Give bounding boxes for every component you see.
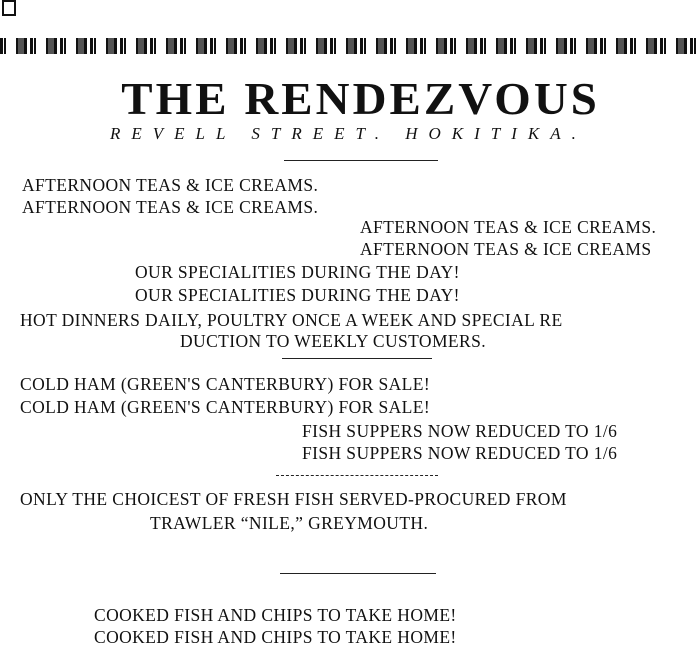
ad-line: OUR SPECIALITIES DURING THE DAY! [135, 262, 460, 282]
divider-rule [280, 573, 436, 574]
ad-line: AFTERNOON TEAS & ICE CREAMS. [360, 217, 657, 237]
ad-line: DUCTION TO WEEKLY CUSTOMERS. [180, 331, 486, 351]
ad-line: COOKED FISH AND CHIPS TO TAKE HOME! [94, 605, 457, 625]
ad-line: COLD HAM (GREEN'S CANTERBURY) FOR SALE! [20, 397, 431, 417]
ad-line: AFTERNOON TEAS & ICE CREAMS. [22, 175, 319, 195]
decorative-border [0, 38, 700, 54]
ad-line: COLD HAM (GREEN'S CANTERBURY) FOR SALE! [20, 374, 431, 394]
ad-line: COOKED FISH AND CHIPS TO TAKE HOME! [94, 627, 457, 647]
ad-line: OUR SPECIALITIES DURING THE DAY! [135, 285, 460, 305]
ad-line: TRAWLER “NILE,” GREYMOUTH. [150, 513, 429, 533]
ad-line: FISH SUPPERS NOW REDUCED TO 1/6 [302, 421, 618, 441]
divider-rule [284, 160, 438, 161]
divider-rule [276, 475, 438, 476]
page-title: THE RENDEZVOUS [121, 73, 600, 124]
ad-line: HOT DINNERS DAILY, POULTRY ONCE A WEEK AND SPECIAL RE [20, 310, 563, 330]
ad-line: ONLY THE CHOICEST OF FRESH FISH SERVED-PROCURED FROM [20, 489, 567, 509]
ad-line: AFTERNOON TEAS & ICE CREAMS [360, 239, 652, 259]
divider-rule [282, 358, 432, 359]
ad-line: AFTERNOON TEAS & ICE CREAMS. [22, 197, 319, 217]
address-subtitle: REVELL STREET. HOKITIKA. [110, 124, 587, 143]
ad-line: FISH SUPPERS NOW REDUCED TO 1/6 [302, 443, 618, 463]
border-corner-left [2, 0, 16, 16]
